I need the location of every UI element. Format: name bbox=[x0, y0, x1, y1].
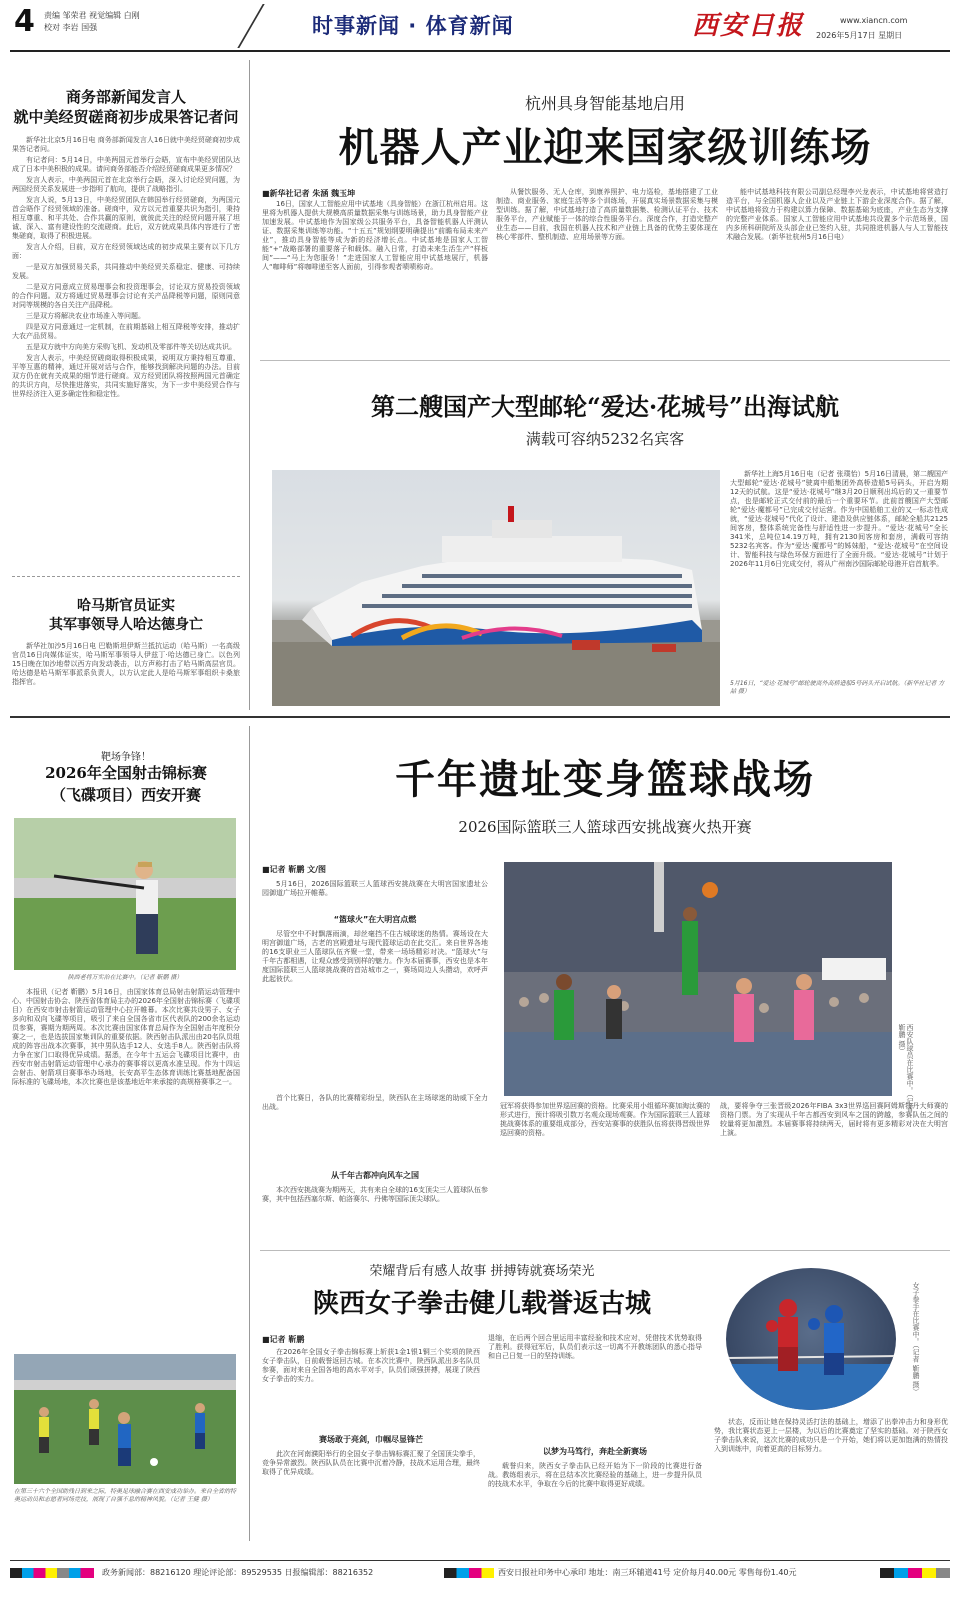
boxing-sub-2: 以梦为马笃行，奔赴全新赛场 bbox=[543, 1447, 647, 1456]
boxing-col-2: 退缩，在后两个回合里运用丰富经验和技术应对，凭借技术优势取得了胜利。获得冠军后，队员们表示这一切离不开教练团队的悉心指导和自己日复一日的坚持训练。 bbox=[488, 1334, 702, 1360]
boxing-headline: 陕西女子拳击健儿载誉返古城 bbox=[312, 1289, 651, 1319]
commerce-title-1: 商务部新闻发言人 bbox=[65, 88, 186, 106]
page-header bbox=[0, 0, 960, 48]
left-column-rule-bottom bbox=[249, 726, 250, 1541]
robot-headline: 机器人产业迎来国家级训练场 bbox=[338, 124, 872, 171]
cruise-body: 新华社上海5月16日电（记者 张璞怡）5月16日清晨，第二艘国产大型邮轮“爱达·花城号”驶离中船集团外高桥造船5号码头，开启为期12天的试航。这是“爱达·花城号”继3月20日顺利出坞后的又一重要节点，也是邮轮正式交付前的最后一个重要环节。此前首艘国产大型邮轮“爱达·魔都号”已完成交付运营。作为中国船舶工业的又一标志性成就，“爱达·花城号”代化了设计、建造及供应链体系，邮轮全船共2125间客房，整体系统完备性与舒适性进一步提升。“爱达·花城号”全长341米，总吨位14.19万吨，拥有2130间客房和套房，满载可容纳5232名宾客。作为“爱达·魔都号”的姊妹船，“爱达·花城号”在空间设计、智能科技与绿色环保方面进行了全面升级。“爱达·花城号”计划于2026年11月6日完成交付，将从广州南沙国际邮轮母港开启首航季。 bbox=[730, 470, 948, 568]
shooting-body: 本报讯（记者 靳鹏）5月16日，由国家体育总局射击射箭运动管理中心、中国射击协会、陕西省体育局主办的2026年全国射击锦标赛（飞碟项目）在西安市射击射箭运动管理中心拉开帷幕。本次比赛共设男子、女子多向和双向飞碟等项目，吸引了来自全国各省市区代表队的200余名运动员参赛，赛期为期两周。本次比赛由国家体育总局作为全国射击年度积分赛之一，也是选拔国家集训队的重要依据。陕西射击队派出由20名队员组成的阵容出战本次赛事，其中男队选手12人、女选手8人。陕西射击队将力争在家门口取得优异成绩。据悉，在今年十五运会飞碟项目比赛中，由西安市射击射箭运动管理中心承办的赛事将以更高水准呈现。作为十四运会射击、射箭项目赛事举办场地，长安高平生态体育训练比赛基地配备国际标准的飞碟场地，本次比赛也是该基地近年来承接的高规格赛事之一。 bbox=[12, 988, 240, 1086]
shooting-photo-caption: 陕西老将万实治在比赛中。（记者 靳鹏 摄） bbox=[67, 974, 183, 981]
issue-date: 2026年5月17日 星期日 bbox=[816, 31, 903, 40]
boxing-col-1b: 此次在河南濮阳举行的全国女子拳击锦标赛汇聚了全国顶尖拳手，竞争异常激烈。陕西队队员在比赛中沉着冷静，技战术运用合理，最终取得了优异成绩。 bbox=[262, 1450, 480, 1476]
commerce-title-2: 就中美经贸磋商初步成果答记者问 bbox=[13, 108, 239, 126]
commerce-body bbox=[12, 136, 240, 554]
robot-col-2: 从餐饮服务、无人仓库，到康养照护、电力巡检，基地搭建了工业制造、商业服务、家庭生活等多个训练场，开展真实场景数据采集与模型训练。据了解，中试基地打造了高质量数据集、检测认证平台、技术服务平台，产业赋能于一体的综合性服务平台。深度合作，打造完整产业生态——目前，我国在机器人技术和产业链上具备的优势主要体现在核心零部件、整机制造、应用场景等方面。 bbox=[496, 188, 718, 241]
basketball-p2: 首个比赛日，各队的比赛精彩纷呈，陕西队在主场球迷的助威下全力出战。 bbox=[262, 1094, 488, 1111]
footer-color-bar-mid bbox=[444, 1568, 494, 1578]
commerce-p8: 三是双方将解决农业市场准入等问题。 bbox=[26, 312, 145, 320]
basketball-sub-1: “篮球火”在大明宫点燃 bbox=[333, 915, 417, 924]
cruise-ship-photo bbox=[272, 470, 720, 706]
section-title: 时事新闻 · 体育新闻 bbox=[312, 14, 514, 38]
commerce-p3: 发言人表示，中美两国元首在北京举行会晤，深入讨论经贸问题，为两国经贸关系发展进一步指明了航向，提供了战略指引。 bbox=[12, 176, 240, 193]
footer-rule bbox=[10, 1560, 950, 1561]
robot-kicker: 杭州具身智能基地启用 bbox=[524, 94, 685, 113]
football-caption: 在第三十六个全国助残日到来之际，特奥足球融合赛在西安成功举办。来自全省的特奥运动员和志愿者同场竞技，展现了自强不息的精神风貌。（记者 王健 摄） bbox=[14, 1488, 237, 1503]
website: www.xiancn.com bbox=[840, 16, 908, 25]
robot-bottom-rule bbox=[260, 360, 950, 361]
shooting-kicker: 靶场争锋！ bbox=[101, 752, 151, 763]
hamas-title-2: 其军事领导人哈达德身亡 bbox=[49, 617, 203, 633]
footer-contacts: 政务新闻部：88216120 理论评论部：89529535 日报编辑部：88216352 bbox=[102, 1568, 374, 1577]
robot-byline: ■新华社记者 朱涵 魏玉坤 bbox=[262, 189, 356, 198]
basketball-photo-caption: 西安队球员在比赛中。（记者 靳鹏 摄） bbox=[898, 1024, 914, 1112]
boxing-photo-caption: 女子拳手在比赛中。（记者 靳鹏 摄） bbox=[912, 1282, 920, 1395]
commerce-p6: 一是双方加强贸易关系，共同推动中美经贸关系稳定、健康、可持续发展。 bbox=[12, 263, 240, 280]
boxing-kicker: 荣耀背后有感人故事 拼搏铸就赛场荣光 bbox=[369, 1264, 595, 1279]
shooting-photo bbox=[14, 818, 236, 970]
footer-printer: 西安日报社印务中心承印 地址：南三环辅道41号 定价每月40.00元 零售每份1.40元 bbox=[498, 1568, 797, 1577]
cruise-ship-illustration bbox=[272, 470, 720, 706]
boxing-byline: ■记者 靳鹏 bbox=[262, 1335, 305, 1344]
basketball-p1: 尽管空中不时飘落雨滴，却丝毫挡不住古城球迷的热情。赛场设在大明宫御道广场，古老的宫殿遗址与现代篮球运动在此交汇。来自世界各地的16支职业三人篮球队伍齐聚一堂，带来一场场精彩对决。“篮球火”与千年古都相遇，让观众感受到别样的魅力。作为本届赛事，西安也是本年度国际篮联三人篮球挑战赛的首站城市之一，赛场周边人头攒动，欢呼声此起彼伏。 bbox=[262, 930, 488, 983]
footer-color-bar-left bbox=[10, 1568, 94, 1578]
footer-color-bar-right bbox=[880, 1568, 950, 1578]
editors-line-2: 校对 李岩 国强 bbox=[44, 23, 98, 32]
commerce-p10: 五是双方就中方向美方采购飞机、发动机及零部件等关切达成共识。 bbox=[26, 343, 236, 351]
hamas-body: 新华社加沙5月16日电 巴勒斯坦伊斯兰抵抗运动（哈马斯）一名高级官员16日向媒体证实，哈马斯军事领导人伊兹丁·哈达德已身亡。以色列15日晚在加沙地带以西方向发动袭击，以方声称打击了哈马斯高层官员。哈达德是哈马斯军事派系负责人，以方认定此人是哈马斯军事组织卡桑旅指挥官。 bbox=[12, 642, 240, 686]
basketball-bottom-rule bbox=[260, 1250, 950, 1251]
cruise-subheadline: 满载可容纳5232名宾客 bbox=[525, 430, 685, 448]
commerce-bottom-divider bbox=[12, 576, 240, 577]
boxing-col-2b: 载誉归来，陕西女子拳击队已经开始为下一阶段的比赛进行备战。教练组表示，将在总结本次比赛经验的基础上，进一步提升队员的技战术水平，争取在今后的比赛中取得更好成绩。 bbox=[488, 1462, 702, 1488]
paper-name-logo: 西安日报 bbox=[692, 11, 805, 41]
top-section-bottom-rule bbox=[10, 716, 950, 718]
cruise-photo-caption: 5月16日，“爱达·花城号”邮轮驶离外高桥造船5号码头开启试航。（新华社记者 方喆 摄） bbox=[730, 680, 945, 695]
shooting-title-1: 2026年全国射击锦标赛 bbox=[45, 764, 207, 782]
commerce-p2: 有记者问：5月14日，中美两国元首举行会晤，宣布中美经贸团队达成了日本中美积极的成果。请问商务部能否介绍经贸磋商成果更多情况？ bbox=[12, 156, 240, 173]
header-rule bbox=[10, 50, 950, 52]
basketball-photo bbox=[504, 862, 892, 1096]
boxing-sub-1: 赛场敢于亮剑，巾帼尽显锋芒 bbox=[319, 1435, 423, 1444]
basketball-subheadline: 2026国际篮联三人篮球西安挑战赛火热开赛 bbox=[458, 818, 752, 836]
commerce-p4: 发言人说，5月13日，中美经贸团队在韩国举行经贸磋商，为两国元首会晤作了经贸领域的准备。磋商中，双方以元首重要共识为指引，秉持相互尊重、和平共处、合作共赢的原则，就彼此关注的经贸问题开展了坦诚、深入、富有建设性的交流磋商。此后，双方就成果具体内容进行了密集磋商，取得了积极进展。 bbox=[12, 196, 240, 240]
boxing-photo bbox=[726, 1268, 896, 1410]
basketball-col-4: 战，要将争夺三张晋级2026年FIBA 3x3世界巡回赛阿姆斯特丹大师赛的资格门票。为了实现从千年古都西安到风车之国的跨越，参赛队伍之间的较量将更加激烈。本届赛事将持续两天，届时将有更多精彩对决在大明宫上演。 bbox=[720, 1102, 948, 1137]
shooting-athlete-illustration bbox=[14, 818, 236, 970]
boxing-match-illustration bbox=[726, 1268, 896, 1410]
boxing-col-3: 状态，反而让她在保持灵活打法的基础上，增添了出拳冲击力和身形优势，我比赛状态更上一层楼，为以后的比赛奠定了坚实的基础。对于陕西女子拳击队来说，这次比赛的成功只是一个开始，她们将以更加饱满的热情投入到训练中，向着更高的目标努力。 bbox=[714, 1418, 948, 1453]
basketball-col-3: 冠军将获得参加世界巡回赛的资格。比赛采用小组循环赛加淘汰赛的形式进行，预计将吸引数万名观众现场观赛。作为国际篮联三人篮球挑战赛体系的重要组成部分，西安站赛事的获胜队伍将获得晋级世界巡回赛的资格。 bbox=[500, 1102, 710, 1137]
basketball-sub-2: 从千年古都冲向风车之国 bbox=[331, 1171, 419, 1180]
header-divider-slash bbox=[237, 4, 264, 48]
football-photo bbox=[14, 1354, 236, 1484]
commerce-p5: 发言人介绍，目前，双方在经贸领域达成的初步成果主要有以下几方面： bbox=[12, 243, 240, 260]
hamas-title-1: 哈马斯官员证实 bbox=[77, 598, 175, 614]
commerce-p11: 发言人表示，中美经贸磋商取得积极成果，说明双方秉持相互尊重、平等互惠的精神，通过开展对话与合作，能够找到解决问题的办法。目前双方仍在就有关成果的细节进行磋商。双方经贸团队将按照两国元首确定的共识方向，尽快推进落实，共同实施好落实，为下一步中美经贸合作与世界经济注入更多确定性和稳定性。 bbox=[12, 354, 240, 398]
basketball-game-illustration bbox=[504, 862, 892, 1096]
football-players-illustration bbox=[14, 1354, 236, 1484]
commerce-p7: 二是双方同意成立贸易理事会和投资理事会，讨论双方贸易投资领域的合作问题。双方将通过贸易理事会讨论有关产品降税等问题，原则同意对同等规模的各自关注产品降税。 bbox=[12, 283, 240, 309]
basketball-lead: 5月16日，2026国际篮联三人篮球西安挑战赛在大明宫国家遗址公园御道广场拉开帷幕。 bbox=[262, 880, 488, 897]
page-number: 4 bbox=[14, 4, 35, 39]
shooting-title-2: （飞碟项目）西安开赛 bbox=[50, 786, 201, 804]
left-column-rule-top bbox=[249, 60, 250, 710]
commerce-p9: 四是双方同意通过一定机制，在前期基础上相互降税等安排，推动扩大农产品贸易。 bbox=[12, 323, 240, 340]
basketball-p3: 本次西安挑战赛为期两天，共有来自全球的16支顶尖三人篮球队伍参赛，其中包括西塞尔斯、帕洛赛尔、丹佛等国际顶尖球队。 bbox=[262, 1186, 488, 1203]
boxing-col-1: 在2026年全国女子拳击锦标赛上斩获1金1银1铜三个奖项的陕西女子拳击队，日前载誉返回古城。在本次比赛中，陕西队派出多名队员参赛，面对来自全国各地的高水平对手，队员们顽强拼搏，展现了陕西女子拳击的实力。 bbox=[262, 1348, 480, 1383]
robot-col-3: 能中试基地科技有限公司副总经理李兴龙表示，中试基地将营造打造平台，与全国机器人企业以及产业链上下游企业深度合作。据了解，中试基地将致力于构建以算力保障、数据基础为底座，产业生态为支撑的完整产业体系。国家人工智能应用中试基地共设置多个示范场景，国内多所科研院所及头部企业已签约入驻，共同推进机器人与人工智能技术融合发展。（新华社杭州5月16日电） bbox=[726, 188, 948, 241]
cruise-headline: 第二艘国产大型邮轮“爱达·花城号”出海试航 bbox=[371, 392, 839, 421]
robot-col-1: 16日，国家人工智能应用中试基地（具身智能）在浙江杭州启用。这里将为机器人提供大规模高质量数据采集与训练场景，助力具身智能产业加速发展。中试基地作为国家级公共服务平台，具备智能机器人评测认证、数据采集训练等功能。“十五五”规划纲要明确提出“前瞻布局未来产业”，推动具身智能等成为新的经济增长点。中试基地是国家人工智能“+”战略部署的重要落子和载体。融入日常，打造未来生活生产“样板间”——“马上为您服务！”走进国家人工智能应用中试基地展厅，机器人“咖啡师”将咖啡递至客人面前，引得参观者啧啧称奇。 bbox=[262, 200, 488, 271]
commerce-p1: 新华社北京5月16日电 商务部新闻发言人16日就中美经贸磋商初步成果答记者问。 bbox=[12, 136, 240, 153]
editors-line-1: 责编 邹荣君 视觉编辑 白刚 bbox=[44, 11, 140, 20]
basketball-headline: 千年遗址变身篮球战场 bbox=[395, 756, 815, 803]
basketball-byline: ■记者 靳鹏 文/图 bbox=[262, 865, 327, 874]
